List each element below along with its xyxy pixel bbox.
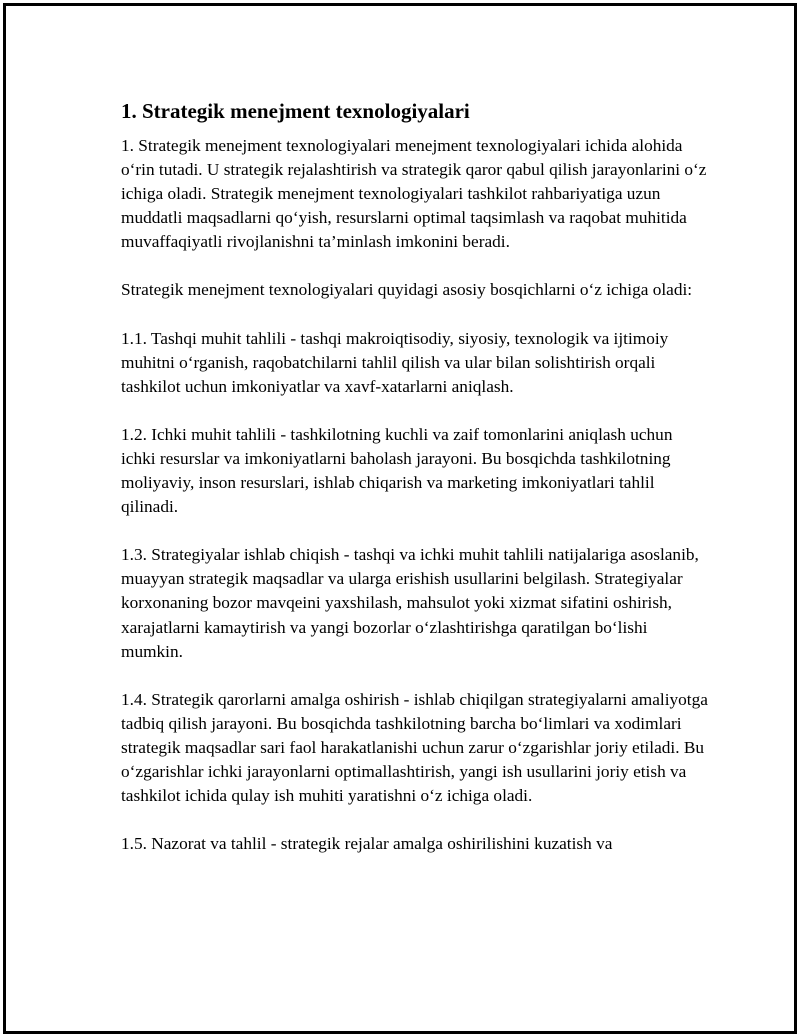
paragraph-intro: 1. Strategik menejment texnologiyalari menejment texnologiyalari ichida alohida o‘rin tutadi. U strategik rejalashtirish va strategik qaror qabul qilish jarayonlarini o‘z ichiga oladi. Strategik menejment texnologiyalari tashkilot rahbariyatiga uzun muddatli maqsadlarni qo‘yish, resurslarni optimal taqsimlash va raqobat muhitida muvaffaqiyatli rivojlanishni ta’minlash imkonini beradi. xyxy=(121,136,707,252)
paragraph-external-analysis: 1.1. Tashqi muhit tahlili - tashqi makroiqtisodiy, siyosiy, texnologik va ijtimoiy muhitni o‘rganish, raqobatchilarni tahlil qilish va ular bilan solishtirish orqali tashkilot uchun imkoniyatlar va xavf-xatarlarni aniqlash. xyxy=(121,328,669,396)
paragraph-control-analysis: 1.5. Nazorat va tahlil - strategik rejalar amalga oshirilishini kuzatish va xyxy=(121,834,613,854)
paragraph-stages-intro: Strategik menejment texnologiyalari quyidagi asosiy bosqichlarni o‘z ichiga oladi: xyxy=(121,280,693,300)
paragraph-internal-analysis: 1.2. Ichki muhit tahlili - tashkilotning kuchli va zaif tomonlarini aniqlash uchun ichki resurslar va imkoniyatlarni baholash jarayoni. Bu bosqichda tashkilotning moliyaviy, inson resurslari, ishlab chiqarish va marketing imkoniyatlari tahlil qilinadi. xyxy=(121,424,673,517)
document-page xyxy=(3,3,797,1034)
document-body xyxy=(121,98,711,880)
document-title: 1. Strategik menejment texnologiyalari xyxy=(121,99,470,123)
paragraph-strategy-implementation: 1.4. Strategik qarorlarni amalga oshirish - ishlab chiqilgan strategiyalarni amaliyotga tadbiq qilish jarayoni. Bu bosqichda tashkilotning barcha bo‘limlari va xodimlari strategik maqsadlar sari faol harakatlanishi uchun zarur o‘zgarishlar joriy etiladi. Bu o‘zgarishlar ichki jarayonlarni optimallashtirish, yangi ish usullarini joriy etish va tashkilot ichida qulay ish muhiti yaratishni o‘z ichiga oladi. xyxy=(121,689,708,806)
paragraph-strategy-development: 1.3. Strategiyalar ishlab chiqish - tashqi va ichki muhit tahlili natijalariga asoslanib, muayyan strategik maqsadlar va ularga erishish usullarini belgilash. Strategiyalar korxonaning bozor mavqeini yaxshilash, mahsulot yoki xizmat sifatini oshirish, xarajatlarni kamaytirish va yangi bozorlar o‘zlashtirishga qaratilgan bo‘lishi mumkin. xyxy=(121,545,699,661)
